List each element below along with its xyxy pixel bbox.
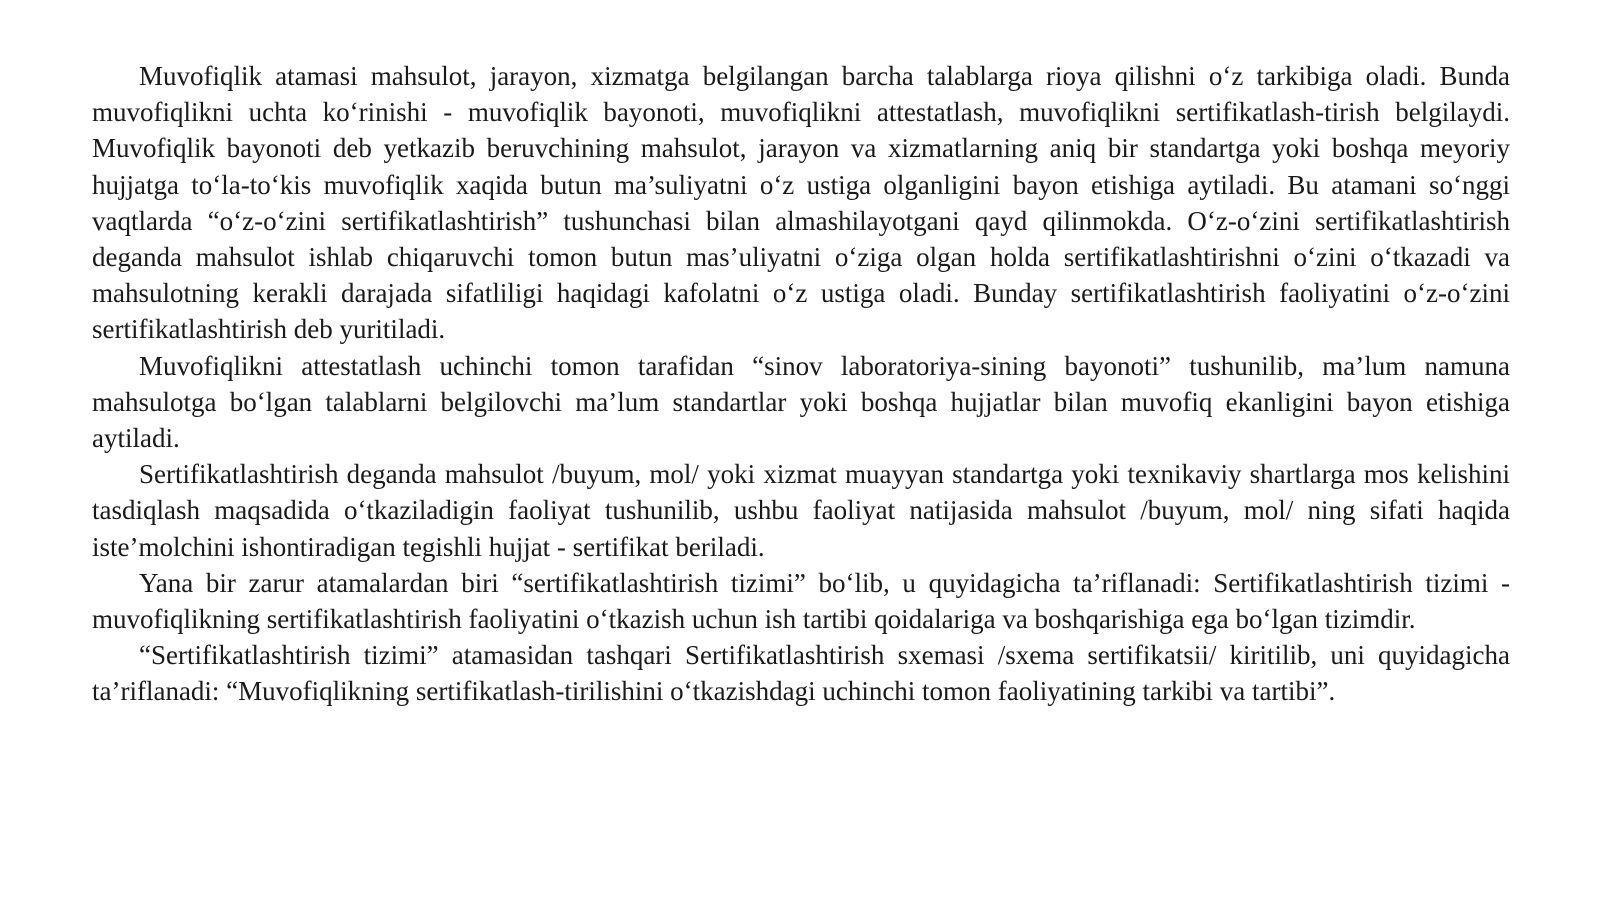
paragraph-sertifikatlashtirish: Sertifikatlashtirish deganda mahsulot /buyum, mol/ yoki xizmat muayyan standartga yoki texnikaviy shartlarga mos kelishini tasdiqlash maqsadida o‘tkaziladigin faoliyat tushunilib, ushbu faoliyat natijasida mahsulot /buyum, mol/ ning sifati haqida iste’molchini ishontiradigan tegishli hujjat - sertifikat beriladi. (92, 459, 1510, 562)
paragraph-sertifikatlashtirish-sxemasi: “Sertifikatlashtirish tizimi” atamasidan tashqari Sertifikatlashtirish sxemasi /sxema sertifikatsii/ kiritilib, uni quyidagicha ta’riflanadi: “Muvofiqlikning sertifikatlash-tirilishini o‘tkazishdagi uchinchi tomon faoliyatining tarkibi va tartibi”. (92, 640, 1510, 707)
paragraph-attestatlash: Muvofiqlikni attestatlash uchinchi tomon tarafidan “sinov laboratoriya-sining bayonoti” tushunilib, ma’lum namuna mahsulotga bo‘lgan talablarni belgilovchi ma’lum standartlar yoki boshqa hujjatlar bilan muvofiq ekanligini bayon etishiga aytiladi. (92, 350, 1510, 454)
paragraph-sertifikatlashtirish-tizimi: Yana bir zarur atamalardan biri “sertifikatlashtirish tizimi” bo‘lib, u quyidagicha ta’riflanadi: Sertifikatlashtirish tizimi - muvofiqlikning sertifikatlashtirish faoliyatini o‘tkazish uchun ish tartibi qoidalariga va boshqarishiga ega bo‘lgan tizimdir. (92, 567, 1510, 635)
document-body (92, 58, 1510, 710)
paragraph-muvofiqlik-definition: Muvofiqlik atamasi mahsulot, jarayon, xizmatga belgilangan barcha talablarga rioya qilishni o‘z tarkibiga oladi. Bunda muvofiqlikni uchta ko‘rinishi - muvofiqlik bayonoti, muvofiqlikni attestatlash, muvofiqlikni sertifikatlash-tirish belgilaydi. Muvofiqlik bayonoti deb yetkazib beruvchining mahsulot, jarayon va xizmatlarning aniq bir standartga yoki boshqa meyoriy hujjatga to‘la-to‘kis muvofiqlik xaqida butun ma’suliyatni o‘z ustiga olganligini bayon etishiga aytiladi. Bu atamani so‘nggi vaqtlarda “o‘z-o‘zini sertifikatlashtirish” tushunchasi bilan almashilayotgani qayd qilinmokda. O‘z-o‘zini sertifikatlashtirish deganda mahsulot ishlab chiqaruvchi tomon butun mas’uliyatni o‘ziga olgan holda sertifikatlashtirishni o‘zini o‘tkazadi va mahsulotning kerakli darajada sifatliligi haqidagi kafolatni o‘z ustiga oladi. Bunday sertifikatlashtirish faoliyatini o‘z-o‘zini sertifikatlashtirish deb yuritiladi. (92, 61, 1510, 345)
